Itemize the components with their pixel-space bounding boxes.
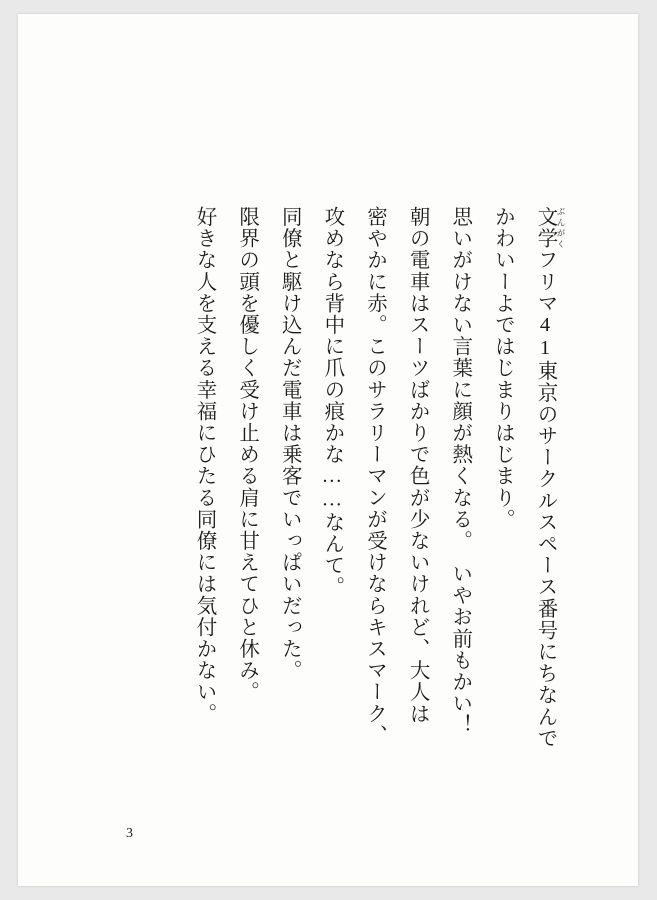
- ruby-annotation-bungaku: 文学 ぶんがく: [534, 206, 566, 250]
- text-line-8: 限界の頭を優しく受け止める肩に甘えてひと休み。: [235, 206, 258, 703]
- text-line-2: かわいーよではじまりはじまり。: [491, 206, 514, 530]
- text-line-7: 同僚と駆け込んだ電車は乗客でいっぱいだった。: [278, 206, 301, 682]
- text-line-1: [523, 206, 566, 806]
- text-line-5: 密やかに赤。このサラリーマンが受けならキスマーク、: [363, 206, 386, 746]
- text-line-4: 朝の電車はスーツばかりで色が少ないけれど、大人は: [406, 206, 429, 725]
- vertical-text-block: [182, 206, 566, 806]
- text-line-3: 思いがけない言葉に顔が熱くなる。 いやお前もかい！: [448, 206, 471, 736]
- page-sheet: [18, 14, 638, 886]
- text-line-6: 攻めなら背中に爪の痕かな……なんて。: [320, 206, 343, 598]
- text-line-1-rest: フリマ41東京のサークルスペース番号にちなんで: [534, 249, 556, 750]
- text-line-9: 好きな人を支える幸福にひたる同僚には気付かない。: [193, 206, 215, 725]
- page-number: 3: [126, 826, 133, 841]
- page-content-area: [18, 14, 638, 886]
